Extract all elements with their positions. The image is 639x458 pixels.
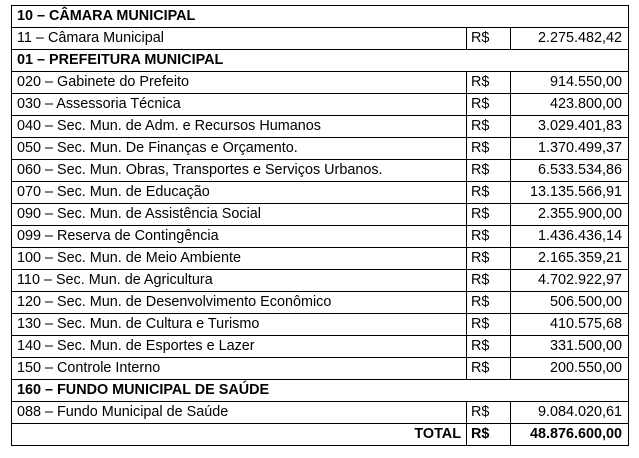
row-currency: R$ (467, 270, 511, 292)
row-currency: R$ (467, 358, 511, 380)
row-value: 2.275.482,42 (511, 28, 629, 50)
row-value: 9.084.020,61 (511, 402, 629, 424)
budget-document (11, 5, 628, 446)
row-label: 020 – Gabinete do Prefeito (12, 72, 467, 94)
row-currency: R$ (467, 138, 511, 160)
section-header-row (12, 6, 629, 28)
table-row (12, 94, 629, 116)
table-row (12, 292, 629, 314)
row-label: 040 – Sec. Mun. de Adm. e Recursos Humanos (12, 116, 467, 138)
row-label: 090 – Sec. Mun. de Assistência Social (12, 204, 467, 226)
section-header-row (12, 380, 629, 402)
section-header-row (12, 50, 629, 72)
row-currency: R$ (467, 204, 511, 226)
row-currency: R$ (467, 160, 511, 182)
total-currency: R$ (467, 424, 511, 446)
row-value: 6.533.534,86 (511, 160, 629, 182)
table-row (12, 72, 629, 94)
row-value: 4.702.922,97 (511, 270, 629, 292)
row-currency: R$ (467, 94, 511, 116)
row-currency: R$ (467, 292, 511, 314)
total-row (12, 424, 629, 446)
row-label: 060 – Sec. Mun. Obras, Transportes e Serviços Urbanos. (12, 160, 467, 182)
row-value: 200.550,00 (511, 358, 629, 380)
row-currency: R$ (467, 226, 511, 248)
total-label: TOTAL (12, 424, 467, 446)
table-row (12, 314, 629, 336)
row-label: 070 – Sec. Mun. de Educação (12, 182, 467, 204)
row-value: 2.165.359,21 (511, 248, 629, 270)
row-label: 130 – Sec. Mun. de Cultura e Turismo (12, 314, 467, 336)
table-row (12, 116, 629, 138)
row-currency: R$ (467, 72, 511, 94)
row-currency: R$ (467, 248, 511, 270)
row-value: 506.500,00 (511, 292, 629, 314)
row-value: 914.550,00 (511, 72, 629, 94)
table-row (12, 358, 629, 380)
table-row (12, 402, 629, 424)
row-value: 423.800,00 (511, 94, 629, 116)
row-value: 331.500,00 (511, 336, 629, 358)
row-value: 1.436.436,14 (511, 226, 629, 248)
row-value: 410.575,68 (511, 314, 629, 336)
row-currency: R$ (467, 182, 511, 204)
row-label: 120 – Sec. Mun. de Desenvolvimento Econômico (12, 292, 467, 314)
table-row (12, 226, 629, 248)
row-currency: R$ (467, 336, 511, 358)
row-value: 2.355.900,00 (511, 204, 629, 226)
row-currency: R$ (467, 116, 511, 138)
section-title: 10 – CÂMARA MUNICIPAL (12, 6, 629, 28)
budget-table (11, 5, 629, 446)
row-currency: R$ (467, 402, 511, 424)
section-title: 01 – PREFEITURA MUNICIPAL (12, 50, 629, 72)
table-row (12, 138, 629, 160)
row-label: 099 – Reserva de Contingência (12, 226, 467, 248)
row-label: 140 – Sec. Mun. de Esportes e Lazer (12, 336, 467, 358)
table-row (12, 336, 629, 358)
total-value: 48.876.600,00 (511, 424, 629, 446)
row-label: 088 – Fundo Municipal de Saúde (12, 402, 467, 424)
table-row (12, 182, 629, 204)
row-label: 030 – Assessoria Técnica (12, 94, 467, 116)
table-row (12, 160, 629, 182)
table-row (12, 28, 629, 50)
row-label: 150 – Controle Interno (12, 358, 467, 380)
section-title: 160 – FUNDO MUNICIPAL DE SAÚDE (12, 380, 629, 402)
row-currency: R$ (467, 28, 511, 50)
row-label: 050 – Sec. Mun. De Finanças e Orçamento. (12, 138, 467, 160)
row-label: 11 – Câmara Municipal (12, 28, 467, 50)
row-value: 1.370.499,37 (511, 138, 629, 160)
row-currency: R$ (467, 314, 511, 336)
row-value: 13.135.566,91 (511, 182, 629, 204)
table-row (12, 204, 629, 226)
row-label: 100 – Sec. Mun. de Meio Ambiente (12, 248, 467, 270)
row-value: 3.029.401,83 (511, 116, 629, 138)
table-row (12, 270, 629, 292)
table-row (12, 248, 629, 270)
row-label: 110 – Sec. Mun. de Agricultura (12, 270, 467, 292)
